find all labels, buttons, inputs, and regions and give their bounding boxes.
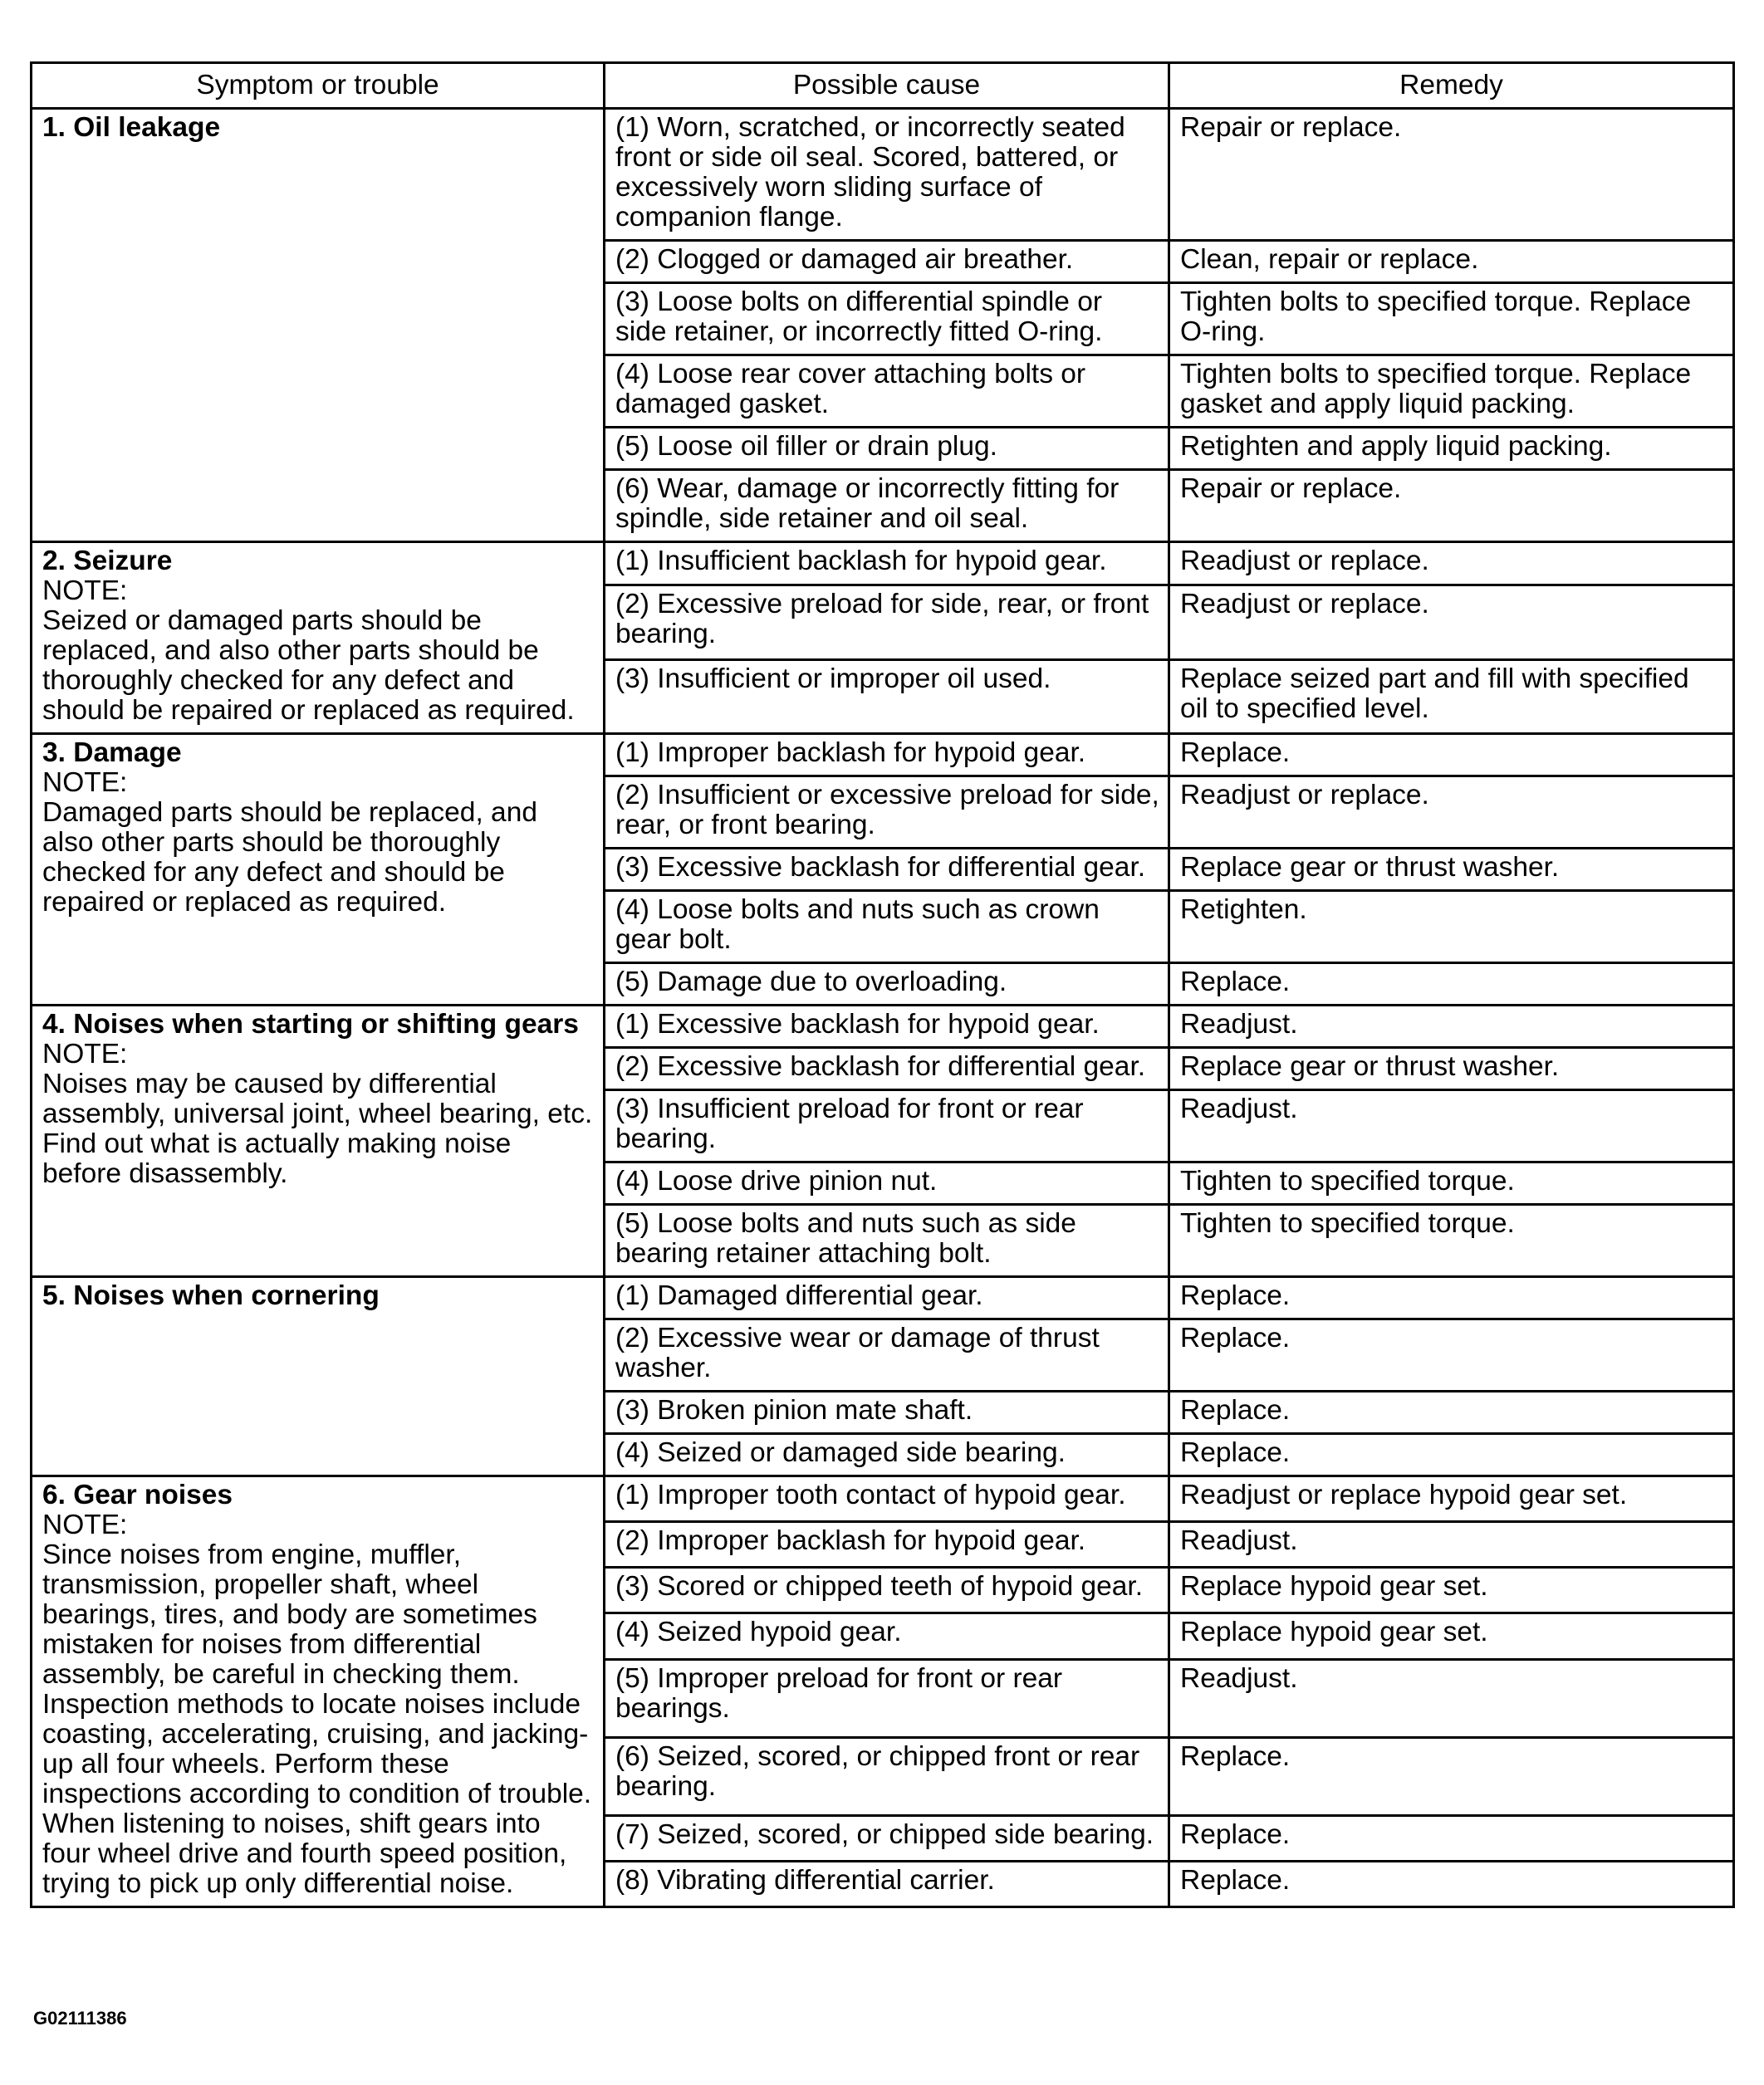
table-row xyxy=(32,1006,1734,1048)
remedy-cell: Replace seized part and fill with specified oil to specified level. xyxy=(1169,659,1734,733)
remedy-cell: Repair or replace. xyxy=(1169,109,1734,241)
cause-cell: (2) Clogged or damaged air breather. xyxy=(605,241,1169,283)
remedy-cell: Tighten bolts to specified torque. Replace gasket and apply liquid packing. xyxy=(1169,355,1734,428)
remedy-cell: Readjust or replace. xyxy=(1169,585,1734,659)
cause-cell: (7) Seized, scored, or chipped side bearing. xyxy=(605,1815,1169,1861)
remedy-cell: Replace. xyxy=(1169,1815,1734,1861)
cause-cell: (4) Seized hypoid gear. xyxy=(605,1613,1169,1659)
cause-cell: (1) Excessive backlash for hypoid gear. xyxy=(605,1006,1169,1048)
symptom-title: 6. Gear noises xyxy=(42,1480,233,1510)
cause-cell: (2) Excessive wear or damage of thrust washer. xyxy=(605,1319,1169,1392)
figure-id: G02111386 xyxy=(33,2008,127,2029)
remedy-cell: Tighten bolts to specified torque. Replace O-ring. xyxy=(1169,283,1734,355)
cause-cell: (4) Loose rear cover attaching bolts or damaged gasket. xyxy=(605,355,1169,428)
symptom-cell xyxy=(32,1476,605,1907)
remedy-cell: Tighten to specified torque. xyxy=(1169,1162,1734,1205)
symptom-cell xyxy=(32,109,605,542)
symptom-cell xyxy=(32,734,605,1006)
remedy-cell: Replace. xyxy=(1169,734,1734,776)
cause-cell: (3) Insufficient preload for front or rear bearing. xyxy=(605,1090,1169,1162)
symptom-note-text: Noises may be caused by differential assembly, universal joint, wheel bearing, etc. Find out what is actually making noise before disassembly. xyxy=(42,1069,593,1189)
cause-cell: (1) Improper tooth contact of hypoid gear. xyxy=(605,1476,1169,1522)
remedy-cell: Readjust or replace hypoid gear set. xyxy=(1169,1476,1734,1522)
cause-cell: (5) Improper preload for front or rear bearings. xyxy=(605,1659,1169,1737)
cause-cell: (1) Worn, scratched, or incorrectly seated front or side oil seal. Scored, battered, or excessively worn sliding surface of companion flange. xyxy=(605,109,1169,241)
cause-cell: (2) Excessive preload for side, rear, or front bearing. xyxy=(605,585,1169,659)
remedy-cell: Clean, repair or replace. xyxy=(1169,241,1734,283)
header-symptom: Symptom or trouble xyxy=(32,63,605,109)
remedy-cell: Replace. xyxy=(1169,963,1734,1006)
cause-cell: (3) Excessive backlash for differential gear. xyxy=(605,849,1169,891)
cause-cell: (5) Damage due to overloading. xyxy=(605,963,1169,1006)
remedy-cell: Readjust. xyxy=(1169,1522,1734,1568)
symptom-note-text: Damaged parts should be replaced, and also other parts should be thoroughly checked for any defect and should be repaired or replaced as required. xyxy=(42,797,537,918)
table-body xyxy=(32,109,1734,1907)
troubleshooting-table xyxy=(30,61,1735,1908)
remedy-cell: Replace. xyxy=(1169,1861,1734,1906)
remedy-cell: Replace. xyxy=(1169,1277,1734,1319)
cause-cell: (4) Loose drive pinion nut. xyxy=(605,1162,1169,1205)
cause-cell: (4) Loose bolts and nuts such as crown gear bolt. xyxy=(605,891,1169,963)
remedy-cell: Readjust. xyxy=(1169,1090,1734,1162)
symptom-cell xyxy=(32,542,605,734)
cause-cell: (8) Vibrating differential carrier. xyxy=(605,1861,1169,1906)
remedy-cell: Replace hypoid gear set. xyxy=(1169,1613,1734,1659)
table-row xyxy=(32,109,1734,241)
remedy-cell: Replace. xyxy=(1169,1319,1734,1392)
remedy-cell: Repair or replace. xyxy=(1169,470,1734,542)
symptom-title: 5. Noises when cornering xyxy=(42,1280,380,1311)
cause-cell: (2) Improper backlash for hypoid gear. xyxy=(605,1522,1169,1568)
remedy-cell: Readjust. xyxy=(1169,1659,1734,1737)
cause-cell: (3) Scored or chipped teeth of hypoid gear. xyxy=(605,1568,1169,1613)
cause-cell: (2) Insufficient or excessive preload for side, rear, or front bearing. xyxy=(605,776,1169,849)
remedy-cell: Retighten. xyxy=(1169,891,1734,963)
cause-cell: (1) Insufficient backlash for hypoid gear. xyxy=(605,542,1169,585)
table-row xyxy=(32,1277,1734,1319)
remedy-cell: Readjust. xyxy=(1169,1006,1734,1048)
remedy-cell: Replace. xyxy=(1169,1434,1734,1476)
header-remedy: Remedy xyxy=(1169,63,1734,109)
cause-cell: (6) Seized, scored, or chipped front or rear bearing. xyxy=(605,1737,1169,1815)
cause-cell: (1) Improper backlash for hypoid gear. xyxy=(605,734,1169,776)
symptom-note-label: NOTE: xyxy=(42,1039,128,1069)
remedy-cell: Readjust or replace. xyxy=(1169,542,1734,585)
remedy-cell: Replace hypoid gear set. xyxy=(1169,1568,1734,1613)
symptom-title: 2. Seizure xyxy=(42,546,173,576)
symptom-cell xyxy=(32,1006,605,1277)
cause-cell: (3) Broken pinion mate shaft. xyxy=(605,1392,1169,1434)
cause-cell: (5) Loose oil filler or drain plug. xyxy=(605,428,1169,470)
symptom-title: 1. Oil leakage xyxy=(42,112,221,143)
cause-cell: (2) Excessive backlash for differential gear. xyxy=(605,1048,1169,1090)
symptom-note-label: NOTE: xyxy=(42,767,128,798)
remedy-cell: Retighten and apply liquid packing. xyxy=(1169,428,1734,470)
symptom-cell xyxy=(32,1277,605,1476)
cause-cell: (3) Insufficient or improper oil used. xyxy=(605,659,1169,733)
cause-cell: (5) Loose bolts and nuts such as side bearing retainer attaching bolt. xyxy=(605,1205,1169,1277)
remedy-cell: Replace gear or thrust washer. xyxy=(1169,1048,1734,1090)
cause-cell: (4) Seized or damaged side bearing. xyxy=(605,1434,1169,1476)
symptom-title: 4. Noises when starting or shifting gears xyxy=(42,1009,579,1040)
symptom-note-label: NOTE: xyxy=(42,575,128,606)
table-row xyxy=(32,542,1734,585)
table-row xyxy=(32,734,1734,776)
symptom-note-text: Seized or damaged parts should be replaced, and also other parts should be thoroughly checked for any defect and should be repaired or replaced as required. xyxy=(42,605,575,726)
remedy-cell: Replace gear or thrust washer. xyxy=(1169,849,1734,891)
remedy-cell: Replace. xyxy=(1169,1392,1734,1434)
symptom-title: 3. Damage xyxy=(42,737,182,768)
cause-cell: (6) Wear, damage or incorrectly fitting for spindle, side retainer and oil seal. xyxy=(605,470,1169,542)
cause-cell: (3) Loose bolts on differential spindle or side retainer, or incorrectly fitted O-ring. xyxy=(605,283,1169,355)
remedy-cell: Tighten to specified torque. xyxy=(1169,1205,1734,1277)
table-row xyxy=(32,1476,1734,1522)
symptom-note-text: Since noises from engine, muffler, transmission, propeller shaft, wheel bearings, tires, and body are sometimes mistaken for noises from differential assembly, be careful in checking them. Inspection methods to locate noises include coasting, accelerating, cruising, and jacking-up all four wheels. Perform these inspections according to condition of trouble. When listening to noises, shift gears into four wheel drive and fourth speed position, trying to pick up only differential noise. xyxy=(42,1539,592,1899)
cause-cell: (1) Damaged differential gear. xyxy=(605,1277,1169,1319)
symptom-note-label: NOTE: xyxy=(42,1510,128,1540)
remedy-cell: Replace. xyxy=(1169,1737,1734,1815)
header-cause: Possible cause xyxy=(605,63,1169,109)
remedy-cell: Readjust or replace. xyxy=(1169,776,1734,849)
header-row xyxy=(32,63,1734,109)
